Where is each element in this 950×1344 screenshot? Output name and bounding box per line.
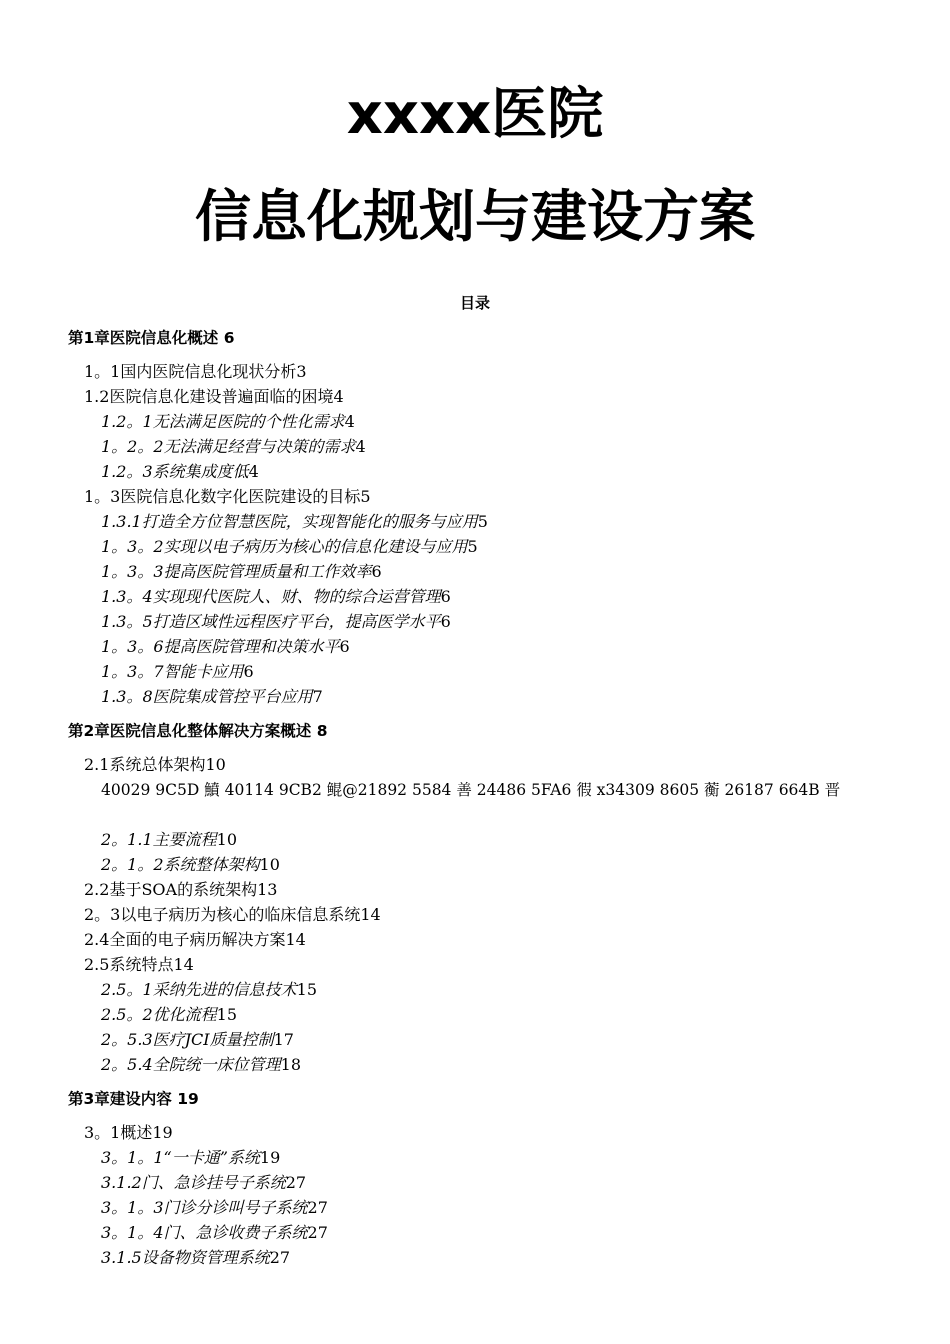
toc-entry[interactable]: [101, 561, 382, 583]
toc-entry-title: 2.1系统总体架构: [84, 755, 206, 774]
toc-entry-title: 1。2。2无法满足经营与决策的需求: [101, 437, 356, 456]
toc-entry-title: 2.5。1采纳先进的信息技术: [101, 980, 297, 999]
toc-entry-title: 1.3。5打造区域性远程医疗平台，提高医学水平: [101, 612, 441, 631]
toc-entry-title: 3.1.5设备物资管理系统: [101, 1248, 270, 1267]
toc-page-number: 18: [280, 1055, 301, 1074]
toc-page-number: 6: [339, 637, 350, 656]
toc-page-number: 4: [344, 412, 355, 431]
toc-entry-title: 2。1。2系统整体架构: [101, 855, 260, 874]
toc-entry-title: 1.2。1无法满足医院的个性化需求: [101, 412, 345, 431]
toc-page-number: 7: [312, 687, 323, 706]
toc-page-number: 5: [467, 537, 478, 556]
toc-page-number: 4: [248, 462, 259, 481]
toc-garbled-line[interactable]: [101, 779, 840, 801]
toc-entry-title: 第1章医院信息化概述: [68, 329, 219, 347]
toc-entry[interactable]: [84, 361, 307, 383]
toc-entry-title: 2。1.1主要流程: [101, 830, 217, 849]
toc-page-number: 14: [173, 955, 194, 974]
document-title-line1: xxxx医院: [346, 82, 604, 147]
toc-page-number: 6: [243, 662, 254, 681]
toc-page-number: 6: [440, 612, 451, 631]
toc-page-number: 10: [216, 830, 237, 849]
toc-entry[interactable]: [101, 1004, 237, 1026]
toc-entry[interactable]: [101, 411, 355, 433]
toc-entry-title: 2.5系统特点: [84, 955, 174, 974]
toc-entry[interactable]: [84, 954, 194, 976]
toc-page-number: 10: [205, 755, 226, 774]
toc-entry[interactable]: [101, 686, 323, 708]
toc-entry-title: 3.1.2门、急诊挂号子系统: [101, 1173, 286, 1192]
document-title-line2: 信息化规划与建设方案: [195, 185, 755, 250]
toc-page-number: 19: [171, 1090, 199, 1108]
toc-entry[interactable]: [101, 1147, 280, 1169]
toc-page-number: 5: [360, 487, 371, 506]
toc-entry-title: 3。1。1“一卡通”系统: [101, 1148, 260, 1167]
toc-entry-title: 2。5.4全院统一床位管理: [101, 1055, 281, 1074]
toc-page-number: 8: [311, 722, 328, 740]
toc-entry-title: 1.2。3系统集成度低: [101, 462, 249, 481]
toc-entry[interactable]: [84, 754, 226, 776]
toc-entry[interactable]: [101, 436, 366, 458]
toc-page-number: 27: [269, 1248, 291, 1267]
toc-entry[interactable]: [84, 904, 381, 926]
toc-entry[interactable]: [101, 1172, 306, 1194]
toc-page-number: 14: [285, 930, 306, 949]
toc-entry-title: 2.4全面的电子病历解决方案: [84, 930, 286, 949]
toc-entry-title: 1.3。8医院集成管控平台应用: [101, 687, 313, 706]
toc-page-number: 15: [296, 980, 317, 999]
toc-entry-title: 1.3。4实现现代医院人、财、物的综合运营管理: [101, 587, 441, 606]
toc-page-number: 17: [273, 1030, 294, 1049]
toc-entry-title: 1。3。3提高医院管理质量和工作效率: [101, 562, 372, 581]
toc-page-number: 3: [296, 362, 307, 381]
toc-entry[interactable]: [84, 929, 306, 951]
toc-entry-title: 2.5。2优化流程: [101, 1005, 217, 1024]
toc-page-number: 19: [152, 1123, 173, 1142]
toc-entry-title: 1.3.1打造全方位智慧医院，实现智能化的服务与应用: [101, 512, 478, 531]
toc-entry-title: 1。3。6提高医院管理和决策水平: [101, 637, 340, 656]
toc-page-number: 6: [440, 587, 451, 606]
toc-entry-title: 1。1国内医院信息化现状分析: [84, 362, 297, 381]
toc-entry-title: 1。3。7智能卡应用: [101, 662, 244, 681]
toc-heading: 目录: [459, 294, 490, 312]
toc-chapter[interactable]: [68, 327, 234, 349]
toc-entry-title: 3。1概述: [84, 1123, 153, 1142]
toc-page-number: 27: [307, 1198, 328, 1217]
toc-entry[interactable]: [101, 536, 478, 558]
toc-page-number: 6: [218, 329, 235, 347]
toc-entry[interactable]: [101, 1222, 328, 1244]
toc-entry-title: 第2章医院信息化整体解决方案概述: [68, 722, 312, 740]
toc-page-number: 14: [360, 905, 381, 924]
toc-entry-title: 2。5.3医疗JCI质量控制: [101, 1030, 274, 1049]
toc-page-number: 27: [307, 1223, 328, 1242]
toc-chapter[interactable]: [68, 1088, 199, 1110]
toc-entry[interactable]: [101, 1197, 328, 1219]
toc-entry-title: 1.2医院信息化建设普遍面临的困境: [84, 387, 334, 406]
toc-page-number: 10: [259, 855, 280, 874]
toc-entry[interactable]: [101, 854, 280, 876]
toc-entry[interactable]: [101, 611, 451, 633]
toc-page-number: 5: [477, 512, 488, 531]
toc-entry[interactable]: [84, 486, 371, 508]
toc-entry-title: 2。3以电子病历为核心的临床信息系统: [84, 905, 361, 924]
toc-chapter[interactable]: [68, 720, 327, 742]
toc-entry[interactable]: [101, 511, 488, 533]
toc-entry-title: 第3章建设内容: [68, 1090, 172, 1108]
toc-page-number: 4: [333, 387, 344, 406]
toc-entry[interactable]: [101, 979, 317, 1001]
toc-entry[interactable]: [84, 386, 344, 408]
toc-entry[interactable]: [101, 636, 350, 658]
toc-page-number: 13: [257, 880, 278, 899]
toc-entry[interactable]: [84, 879, 277, 901]
toc-page-number: 27: [285, 1173, 307, 1192]
toc-entry[interactable]: [101, 661, 254, 683]
toc-entry-title: 1。3。2实现以电子病历为核心的信息化建设与应用: [101, 537, 468, 556]
toc-entry-title: 1。3医院信息化数字化医院建设的目标: [84, 487, 361, 506]
toc-page-number: 6: [371, 562, 382, 581]
toc-entry-title: 2.2基于SOA的系统架构: [84, 880, 258, 899]
toc-entry[interactable]: [101, 1247, 290, 1269]
toc-page-number: 19: [259, 1148, 281, 1167]
toc-entry[interactable]: [101, 1029, 294, 1051]
toc-entry[interactable]: [101, 586, 451, 608]
toc-entry-title: 3。1。3门诊分诊叫号子系统: [101, 1198, 308, 1217]
toc-entry-title: 3。1。4门、急诊收费子系统: [101, 1223, 308, 1242]
toc-entry[interactable]: [101, 1054, 301, 1076]
toc-entry[interactable]: [101, 461, 259, 483]
toc-page-number: 15: [216, 1005, 237, 1024]
toc-page-number: 4: [355, 437, 366, 456]
toc-entry[interactable]: [101, 829, 237, 851]
toc-entry[interactable]: [84, 1122, 173, 1144]
toc-entry-title: 40029 9C5D 鱝 40114 9CB2 鲲@21892 5584 善 24486 5FA6 徦 x34309 8605 蘅 26187 664B 晋: [101, 781, 841, 799]
